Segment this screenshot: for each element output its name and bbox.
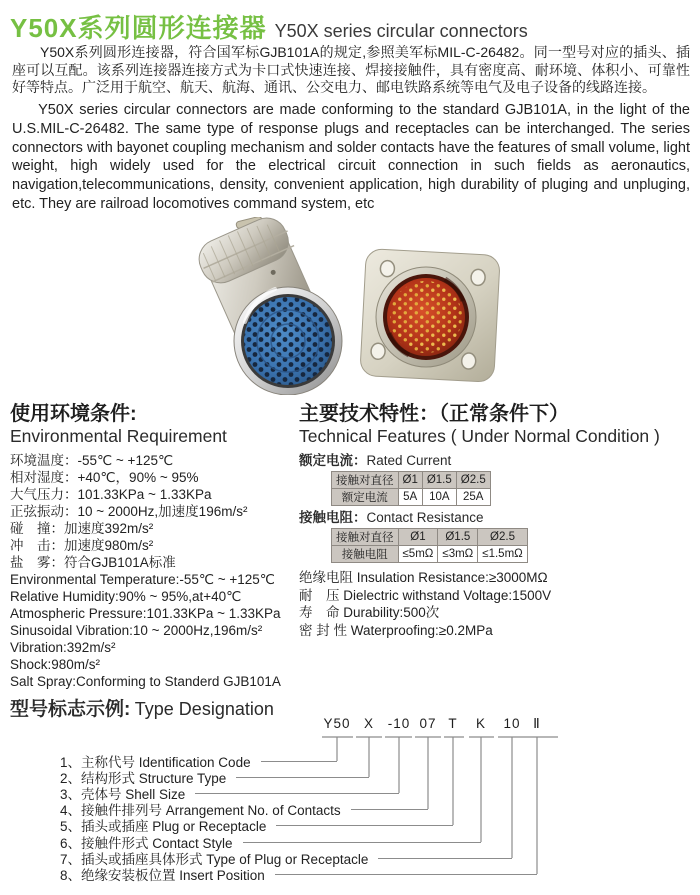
table-row: 额定电流 5A 10A 25A bbox=[332, 489, 491, 506]
designation-item: 4、接触件排列号 Arrangement No. of Contacts bbox=[60, 801, 428, 817]
receptacle-face bbox=[376, 267, 476, 367]
tech-extra-lines bbox=[299, 569, 694, 639]
designation-item: 2、结构形式 Structure Type bbox=[60, 769, 369, 785]
plug-connector-image bbox=[150, 217, 350, 395]
page-title bbox=[10, 8, 690, 45]
leader-line bbox=[243, 842, 481, 843]
env-line: Sinusoidal Vibration:10 ~ 2000Hz,196m/s² bbox=[10, 623, 263, 638]
table-row: 接触对直径 Ø1 Ø1.5 Ø2.5 bbox=[332, 472, 491, 489]
designation-heading: 型号标志示例: Type Designation bbox=[10, 699, 274, 720]
env-line: Relative Humidity:90% ~ 95%,at+40℃ bbox=[10, 589, 242, 604]
rated-current-table bbox=[331, 471, 491, 506]
env-line: Shock:980m/s² bbox=[10, 657, 101, 672]
env-line: 正弦振动：10 ~ 2000Hz,加速度196m/s² bbox=[10, 504, 248, 519]
tech-heading-chinese: 主要技术特性：（正常条件下） bbox=[299, 403, 569, 425]
tech-line: 耐 压 Dielectric withstand Voltage:1500V bbox=[299, 587, 552, 603]
code-segment: -10 bbox=[387, 716, 411, 731]
intro-paragraph-english: Y50X series circular connectors are made conforming to the standard GJB101A, in the light of the U.S.MIL-C-26482. The same type of response plugs and receptacles can be interchanged. The series connectors with bayonet coupling mechanism and solder contacts have the features of small volume, light weight, high widely used for the electrical circuit connection in such fields as aeronautics, navigation,telecommunications, density, convenient application, high durability of pluging and unpluging, etc. They are railroad locomotives command system, etc bbox=[12, 102, 690, 212]
env-line: 相对湿度：+40℃，90% ~ 95% bbox=[10, 470, 199, 485]
contact-resistance-table bbox=[331, 528, 528, 563]
code-segment: K bbox=[475, 716, 487, 731]
env-line: Vibration:392m/s² bbox=[10, 640, 116, 655]
receptacle-connector-image bbox=[353, 243, 509, 389]
env-line: Environmental Temperature:-55℃ ~ +125℃ bbox=[10, 572, 275, 587]
leader-line bbox=[275, 874, 537, 875]
env-line: 碰 撞：加速度392m/s² bbox=[10, 521, 154, 536]
designation-item: 5、插头或插座 Plug or Receptacle bbox=[60, 817, 453, 833]
leader-line bbox=[378, 858, 512, 859]
environmental-requirement-section bbox=[10, 402, 298, 690]
technical-features-section bbox=[299, 402, 694, 639]
env-heading-english: Environmental Requirement bbox=[10, 426, 227, 446]
designation-item: 3、壳体号 Shell Size bbox=[60, 785, 399, 801]
code-segment: Ⅱ bbox=[533, 716, 541, 731]
tech-line: 绝缘电阻 Insulation Resistance:≥3000MΩ bbox=[299, 570, 548, 585]
page-title-chinese: Y50X系列圆形连接器 bbox=[10, 13, 267, 43]
contact-resistance-label: 接触电阻：Contact Resistance bbox=[299, 510, 484, 525]
leader-line bbox=[276, 825, 453, 826]
env-line: 盐 雾：符合GJB101A标准 bbox=[10, 555, 176, 570]
product-images bbox=[0, 215, 700, 397]
env-line: 冲 击：加速度980m/s² bbox=[10, 538, 154, 553]
env-line: Atmospheric Pressure:101.33KPa ~ 1.33KPa bbox=[10, 606, 281, 621]
rated-current-label: 额定电流：Rated Current bbox=[299, 453, 452, 468]
tech-line: 寿 命 Durability:500次 bbox=[299, 605, 440, 620]
leader-line bbox=[351, 809, 428, 810]
env-line: Salt Spray:Conforming to Standerd GJB101A bbox=[10, 674, 281, 689]
code-segment: 07 bbox=[419, 716, 437, 731]
code-segment: 10 bbox=[503, 716, 521, 731]
leader-line bbox=[261, 761, 337, 762]
designation-item: 7、插头或插座具体形式 Type of Plug or Receptacle bbox=[60, 850, 512, 866]
code-segment: X bbox=[363, 716, 375, 731]
table-row: 接触对直径 Ø1 Ø1.5 Ø2.5 bbox=[332, 529, 528, 546]
code-segment: T bbox=[448, 716, 458, 731]
designation-item: 6、接触件形式 Contact Style bbox=[60, 834, 481, 850]
type-designation-section bbox=[0, 690, 700, 895]
intro-paragraph-chinese: Y50X系列圆形连接器，符合国军标GJB101A的规定,参照美军标MIL-C-26482。同一型号对应的插头、插座可以互配。该系列连接器连接方式为卡口式快速连接、焊接接触件，具有密度高、耐环境、体积小、可靠性好等特点。广泛用于航空、航天、航海、通讯、公交电力、邮电铁路系统等电气及电子设备的线路连接。 bbox=[12, 44, 690, 95]
env-line: 环境温度：-55℃ ~ +125℃ bbox=[10, 453, 174, 468]
leader-line bbox=[236, 777, 369, 778]
designation-item: 8、绝缘安装板位置 Insert Position bbox=[60, 866, 537, 882]
table-row: 接触电阻 ≤5mΩ ≤3mΩ ≤1.5mΩ bbox=[332, 546, 528, 563]
env-line: 大气压力：101.33KPa ~ 1.33KPa bbox=[10, 487, 212, 502]
plug-face bbox=[234, 287, 342, 395]
code-segment: Y50 bbox=[323, 716, 351, 731]
tech-line: 密 封 性 Waterproofing:≥0.2MPa bbox=[299, 622, 493, 638]
tech-heading-english: Technical Features ( Under Normal Condition ) bbox=[299, 426, 660, 446]
page-title-english: Y50X series circular connectors bbox=[274, 21, 528, 41]
designation-item: 1、主称代号 Identification Code bbox=[60, 753, 337, 769]
env-heading-chinese: 使用环境条件: bbox=[10, 403, 137, 425]
leader-line bbox=[195, 793, 399, 794]
